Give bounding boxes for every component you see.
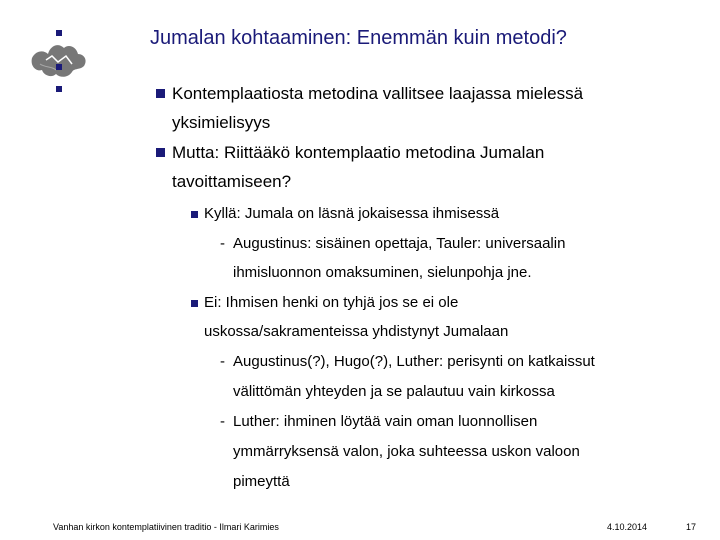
square-bullet-icon — [191, 211, 198, 218]
dash-marker: - — [220, 413, 225, 430]
university-logo-icon — [22, 20, 92, 100]
sub-2-item-1-line-2: välittömän yhteyden ja se palautuu vain kirkossa — [233, 383, 555, 400]
sub-2-line-1: Ei: Ihmisen henki on tyhjä jos se ei ole — [204, 294, 459, 311]
square-bullet-icon — [156, 89, 165, 98]
page-number: 17 — [686, 522, 697, 532]
sub-1-line-1: Kyllä: Jumala on läsnä jokaisessa ihmisessä — [204, 205, 500, 222]
dash-marker: - — [220, 235, 225, 252]
sub-2-item-2-line-2: ymmärryksensä valon, joka suhteessa uskon valoon — [233, 443, 580, 460]
sub-2-item-2-line-1: Luther: ihminen löytää vain oman luonnollisen — [233, 413, 538, 430]
footer-title: Vanhan kirkon kontemplatiivinen traditio - Ilmari Karimies — [53, 522, 279, 532]
sub-1-item-1-line-2: ihmisluonnon omaksuminen, sielunpohja jne. — [233, 264, 532, 281]
sub-1-item-1-line-1: Augustinus: sisäinen opettaja, Tauler: universaalin — [233, 235, 566, 252]
sub-2-item-2-line-3: pimeyttä — [233, 473, 290, 490]
sub-2-line-2: uskossa/sakramenteissa yhdistynyt Jumalaan — [204, 323, 509, 340]
square-bullet-icon — [191, 300, 198, 307]
dash-marker: - — [220, 353, 225, 370]
bullet-2-line-1: Mutta: Riittääkö kontemplaatio metodina Jumalan — [172, 143, 545, 162]
logo-square-bottom — [56, 86, 62, 92]
square-bullet-icon — [156, 148, 165, 157]
logo-square-middle — [56, 64, 62, 70]
sub-2-item-1-line-1: Augustinus(?), Hugo(?), Luther: perisynti on katkaissut — [233, 353, 595, 370]
bullet-1-line-1: Kontemplaatiosta metodina vallitsee laajassa mielessä — [172, 84, 584, 103]
bullet-2-line-2: tavoittamiseen? — [172, 172, 292, 191]
bullet-1-line-2: yksimielisyys — [172, 113, 271, 132]
footer-date: 4.10.2014 — [607, 522, 648, 532]
slide-title: Jumalan kohtaaminen: Enemmän kuin metodi? — [150, 27, 567, 49]
